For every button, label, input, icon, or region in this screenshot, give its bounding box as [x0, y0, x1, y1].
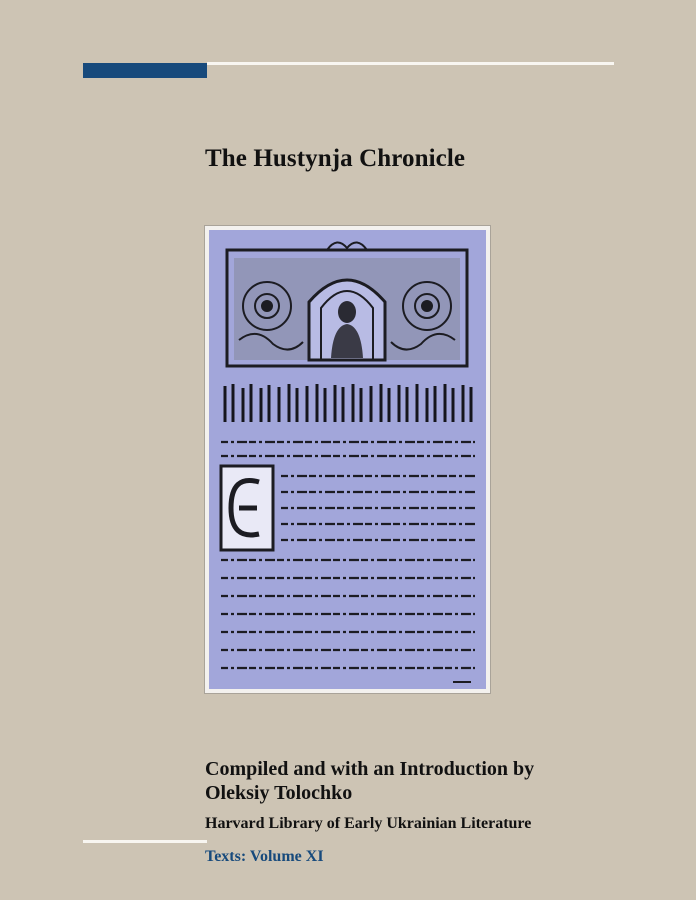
compiler-credit-line-1: Compiled and with an Introduction by [205, 758, 535, 780]
compiler-name: Oleksiy Tolochko [205, 782, 353, 804]
manuscript-illustration [205, 226, 490, 693]
manuscript-page-image [209, 230, 486, 689]
bottom-rule [83, 840, 207, 843]
series-name: Harvard Library of Early Ukrainian Literature [205, 815, 532, 832]
volume-label: Texts: Volume XI [205, 848, 324, 865]
book-title: The Hustynja Chronicle [205, 145, 466, 172]
top-accent-bar [83, 63, 207, 78]
compiler-credit [205, 757, 534, 805]
top-rule [207, 62, 614, 65]
